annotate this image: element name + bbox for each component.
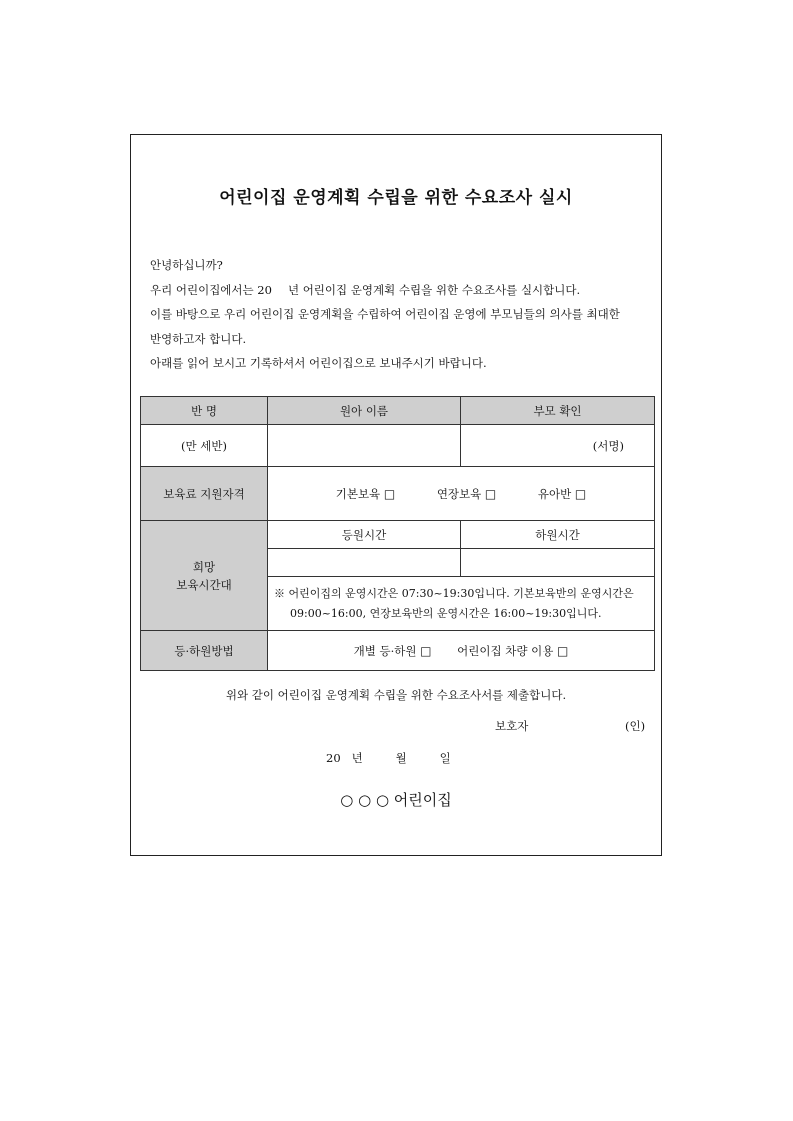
hours-label	[141, 521, 268, 631]
survey-table	[140, 396, 655, 671]
class-field[interactable]: (만 세반)	[141, 425, 268, 467]
checkbox-individual[interactable]: □	[420, 643, 432, 658]
greeting: 안녕하십니까?	[150, 258, 223, 272]
header-parent-confirm: 부모 확인	[461, 397, 655, 425]
submit-statement: 위와 같이 어린이집 운영계획 수립을 위한 수요조사서를 제출합니다.	[225, 688, 567, 702]
hours-note-line1: ※ 어린이집의 운영시간은 07:30~19:30입니다. 기본보육반의 운영시간은	[274, 586, 634, 600]
guardian-label: 보호자	[495, 719, 529, 733]
hours-label-line2: 보육시간대	[176, 577, 232, 592]
daycare-name: ○ ○ ○ 어린이집	[340, 791, 452, 809]
form-title: 어린이집 운영계획 수립을 위한 수요조사 실시	[219, 188, 573, 208]
transport-label: 등·하원방법	[141, 631, 268, 671]
arrival-time-field[interactable]	[268, 549, 461, 577]
seal-label: (인)	[625, 719, 646, 733]
checkbox-extended-care[interactable]: □	[484, 486, 497, 501]
hours-note	[268, 577, 655, 631]
checkbox-toddler-class[interactable]: □	[574, 486, 587, 501]
intro-line-5: 아래를 읽어 보시고 기록하셔서 어린이집으로 보내주시기 바랍니다.	[150, 356, 487, 370]
intro-line-2b: 년 어린이집 운영계획 수립을 위한 수요조사를 실시합니다.	[287, 282, 581, 297]
option-extended-care[interactable]: 연장보육 □	[436, 486, 497, 501]
checkbox-basic-care[interactable]: □	[383, 486, 396, 501]
intro-line-2a: 우리 어린이집에서는 20	[150, 282, 272, 297]
intro-line-4: 반영하고자 합니다.	[150, 331, 247, 346]
date-day-unit: 일	[439, 751, 451, 765]
parent-signature-field[interactable]: (서명)	[461, 425, 655, 467]
intro-line-2	[150, 278, 652, 303]
departure-time-field[interactable]	[461, 549, 655, 577]
intro-text	[150, 253, 652, 376]
option-basic-care[interactable]: 기본보육 □	[335, 486, 396, 501]
survey-form	[130, 134, 662, 856]
intro-line-3: 이를 바탕으로 우리 어린이집 운영계획을 수립하여 어린이집 운영에 부모님들의 의사를 최대한	[150, 307, 620, 321]
eligibility-options	[268, 467, 655, 521]
hours-note-line2: 09:00~16:00, 연장보육반의 운영시간은 16:00~19:30입니다.	[290, 606, 602, 620]
option-toddler-class[interactable]: 유아반 □	[537, 486, 587, 501]
option-shuttle[interactable]: 어린이집 차량 이용 □	[457, 643, 569, 658]
transport-options	[268, 631, 655, 671]
checkbox-shuttle[interactable]: □	[557, 643, 569, 658]
option-individual[interactable]: 개별 등·하원 □	[353, 643, 432, 658]
header-child-name: 원아 이름	[268, 397, 461, 425]
child-name-field[interactable]	[268, 425, 461, 467]
eligibility-label: 보육료 지원자격	[141, 467, 268, 521]
date-year-unit: 년	[351, 751, 363, 765]
departure-time-header: 하원시간	[461, 521, 655, 549]
date-line	[326, 750, 451, 766]
hours-label-line1: 희망	[192, 559, 216, 574]
date-month-unit: 월	[395, 751, 407, 765]
date-year: 20	[326, 751, 341, 765]
header-class: 반 명	[141, 397, 268, 425]
arrival-time-header: 등원시간	[268, 521, 461, 549]
